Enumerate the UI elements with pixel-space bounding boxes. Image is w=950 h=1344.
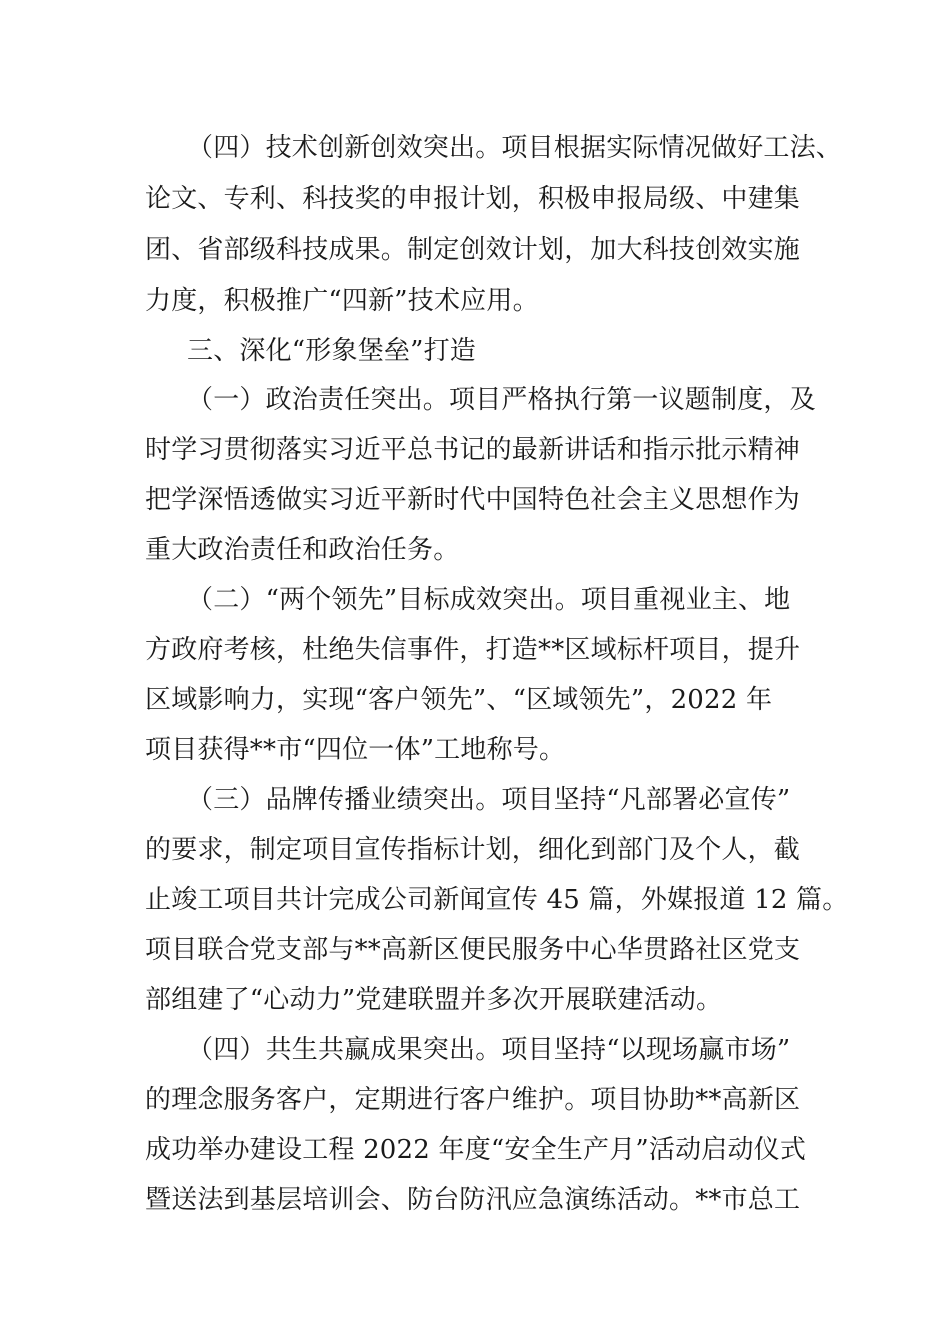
paragraph-line: 项目联合党支部与**高新区便民服务中心华贯路社区党支 <box>145 935 801 965</box>
paragraph-line: 把学深悟透做实习近平新时代中国特色社会主义思想作为 <box>145 485 801 515</box>
paragraph-line: （四）共生共赢成果突出。项目坚持“以现场赢市场” <box>187 1035 791 1065</box>
paragraph-line: 论文、专利、科技奖的申报计划，积极申报局级、中建集 <box>145 184 801 214</box>
paragraph-line: 的要求，制定项目宣传指标计划，细化到部门及个人，截 <box>145 835 801 865</box>
paragraph-line: 方政府考核，杜绝失信事件，打造**区域标杆项目，提升 <box>145 635 801 665</box>
paragraph-line: （四）技术创新创效突出。项目根据实际情况做好工法、 <box>187 133 843 163</box>
paragraph-line: 暨送法到基层培训会、防台防汛应急演练活动。**市总工 <box>145 1185 801 1215</box>
paragraph-line: 时学习贯彻落实习近平总书记的最新讲话和指示批示精神 <box>145 435 801 465</box>
paragraph-line: 区域影响力，实现“客户领先”、“区域领先”，2022 年 <box>145 685 773 715</box>
section-heading: 三、深化“形象堡垒”打造 <box>187 336 476 366</box>
paragraph-line: 力度，积极推广“四新”技术应用。 <box>145 286 539 316</box>
paragraph-line: 成功举办建设工程 2022 年度“安全生产月”活动启动仪式 <box>145 1135 807 1165</box>
paragraph-line: 部组建了“心动力”党建联盟并多次开展联建活动。 <box>145 985 723 1015</box>
paragraph-line: （一）政治责任突出。项目严格执行第一议题制度，及 <box>187 385 816 415</box>
paragraph-line: 重大政治责任和政治任务。 <box>145 535 460 565</box>
paragraph-line: 项目获得**市“四位一体”工地称号。 <box>145 735 566 765</box>
paragraph-line: 止竣工项目共计完成公司新闻宣传 45 篇，外媒报道 12 篇。 <box>145 885 849 915</box>
paragraph-line: 的理念服务客户，定期进行客户维护。项目协助**高新区 <box>145 1085 801 1115</box>
paragraph-line: （二）“两个领先”目标成效突出。项目重视业主、地 <box>187 585 791 615</box>
paragraph-line: 团、省部级科技成果。制定创效计划，加大科技创效实施 <box>145 235 801 265</box>
paragraph-line: （三）品牌传播业绩突出。项目坚持“凡部署必宣传” <box>187 785 791 815</box>
